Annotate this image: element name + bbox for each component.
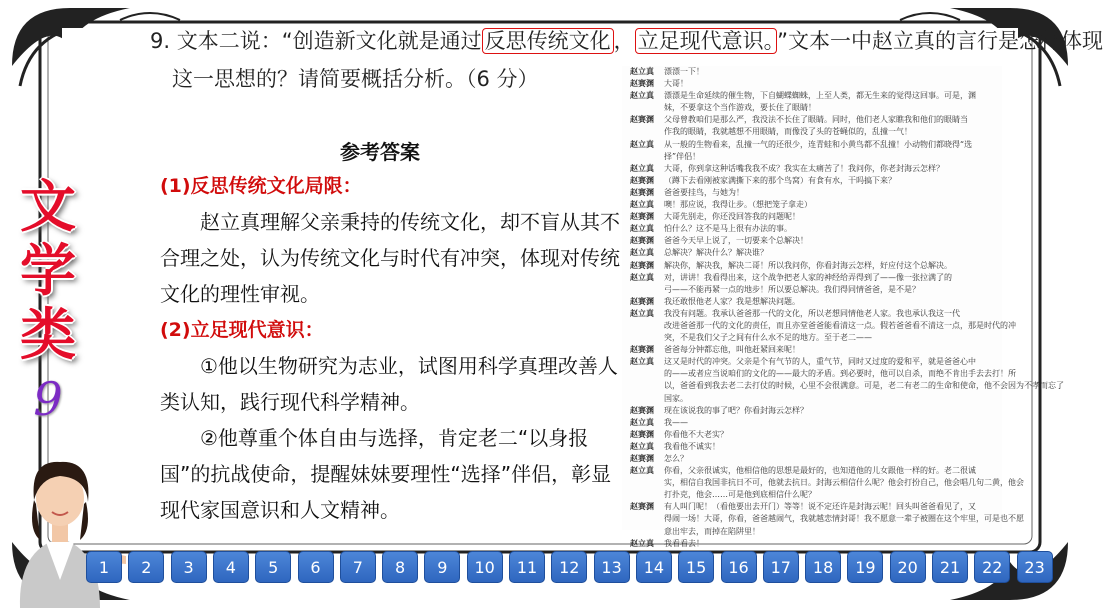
source-text-line xyxy=(622,66,1002,78)
source-text-line xyxy=(622,356,1002,368)
line-text: 大哥！ xyxy=(664,79,688,89)
speaker-name: 赵立真 xyxy=(630,441,654,451)
page-button-8[interactable]: 8 xyxy=(382,551,418,583)
line-text: （蹲下去看刚被家满撕下来的那个鸟窝）有食有水，干吗搞下来？ xyxy=(664,175,896,185)
source-text-line xyxy=(622,139,1002,151)
line-text: 你看，父亲很诚实，他相信他的思想是最好的，也知道他的儿女跟他一样的好。老二很诚 xyxy=(664,466,976,476)
page-button-7[interactable]: 7 xyxy=(340,551,376,583)
speaker-name: 赵赛渊 xyxy=(630,502,654,512)
speaker-name xyxy=(622,284,664,296)
page-button-14[interactable]: 14 xyxy=(636,551,672,583)
line-text: 爸爸今天早上说了，一切要来个总解决！ xyxy=(664,236,808,246)
source-text-line xyxy=(622,78,1002,90)
speaker-name: 赵赛渊 xyxy=(630,296,654,306)
line-text: 漂漂是生命延续的催生物，下自蝴蝶蜘蛛，上至人类，都无生来的觉得这回事。可是，渊 xyxy=(664,91,976,101)
page-button-16[interactable]: 16 xyxy=(721,551,757,583)
source-text-line xyxy=(622,90,1002,102)
line-text: 解决你，解决我，解决二哥！所以我问你，你看封海云怎样，好应付这个总解决。 xyxy=(664,260,952,270)
line-text: 现在该说我的事了吧？你看封海云怎样？ xyxy=(664,405,808,415)
page-button-20[interactable]: 20 xyxy=(890,551,926,583)
speaker-name: 赵赛渊 xyxy=(630,345,654,355)
side-title-number: 9 xyxy=(33,372,63,426)
answer-title: 参考答案 xyxy=(340,140,420,164)
page-button-11[interactable]: 11 xyxy=(509,551,545,583)
speaker-name xyxy=(622,368,664,380)
source-text-line xyxy=(622,320,1016,332)
side-title xyxy=(18,176,78,426)
page-button-9[interactable]: 9 xyxy=(424,551,460,583)
highlight-modern-awareness: 立足现代意识。 xyxy=(635,28,778,54)
speaker-name: 赵立真 xyxy=(630,466,654,476)
speaker-name: 赵赛渊 xyxy=(630,212,654,222)
line-text: 妹，不要拿这个当作游戏，要长住了眼睛！ xyxy=(664,103,816,113)
line-text: 实，相信自我国非抗日不可，他就去抗日。封海云相信什么呢？他会打扮自己，他会唱几句二黄，他会 xyxy=(664,478,1024,488)
line-text: 爸爸每分钟都忘他，叫他赶紧回来呢！ xyxy=(664,345,800,355)
page-button-15[interactable]: 15 xyxy=(678,551,714,583)
source-text-line xyxy=(622,405,1002,417)
speaker-name xyxy=(622,513,664,525)
speaker-name: 赵立真 xyxy=(630,272,654,282)
line-text: 这又是时代的冲突。父亲是个有气节的人，重气节，同时又过度的爱和平，就是爸爸心中 xyxy=(664,357,976,367)
line-text: 我看看去！ xyxy=(664,538,704,548)
source-text-line xyxy=(622,513,1024,525)
source-text-scan xyxy=(622,66,1064,548)
page-button-2[interactable]: 2 xyxy=(128,551,164,583)
speaker-name: 赵立真 xyxy=(630,200,654,210)
source-text-line xyxy=(622,235,1002,247)
line-text: 作我的眼睛，我就越想不用眼睛，而像没了头的苍蝇似的，乱撞一气！ xyxy=(664,127,912,137)
line-text: 我—— xyxy=(664,417,688,427)
source-text-line xyxy=(622,272,1002,284)
section2-heading: (2)立足现代意识： xyxy=(160,319,324,341)
page-button-6[interactable]: 6 xyxy=(298,551,334,583)
line-text: 漂漂一下！ xyxy=(664,67,704,76)
speaker-name: 赵立真 xyxy=(630,224,654,234)
section2-point2: ②他尊重个体自由与选择，肯定老二“以身报国”的抗战使命，提醒妹妹要理性“选择”伴侣，彰显现代家国意识和人文精神。 xyxy=(160,426,612,522)
speaker-name: 赵赛渊 xyxy=(630,187,654,197)
speaker-name xyxy=(622,393,664,405)
line-text: 噢！那应说，我得让步。（想把笼子拿走） xyxy=(664,200,812,210)
page-button-5[interactable]: 5 xyxy=(255,551,291,583)
line-text: 择”伴侣！ xyxy=(664,151,701,161)
page-button-22[interactable]: 22 xyxy=(974,551,1010,583)
source-text-line xyxy=(622,441,1002,453)
question-prefix: 9. 文本二说：“创造新文化就是通过 xyxy=(150,29,482,53)
line-text: 有人叫门呢！（看他要出去开门）等等！说不定还许是封海云呢！回头叫爸爸看见了，又 xyxy=(664,502,976,512)
source-text-line xyxy=(622,187,1002,199)
source-text-line xyxy=(622,489,1002,501)
line-text: 你看他不大老实？ xyxy=(664,429,728,439)
speaker-name: 赵立真 xyxy=(630,91,654,101)
question-line2: 这一思想的？请简要概括分析。（6 分） xyxy=(172,67,539,91)
page-button-4[interactable]: 4 xyxy=(213,551,249,583)
line-text: 得闹一场！大哥，你看，爸爸越闹气，我就越恋情封哥！我不愿意一辈子被圈在这个牢里，可是也不愿 xyxy=(664,514,1024,524)
side-title-char: 文 xyxy=(20,175,76,240)
speaker-name: 赵赛渊 xyxy=(630,454,654,463)
page-button-13[interactable]: 13 xyxy=(594,551,630,583)
question-suffix: ”文本一中赵立真的言行是怎样体现 xyxy=(777,29,1103,53)
speaker-name: 赵立真 xyxy=(630,357,654,367)
page-button-1[interactable]: 1 xyxy=(86,551,122,583)
speaker-name xyxy=(622,102,664,114)
source-text-line xyxy=(622,199,1002,211)
speaker-name xyxy=(622,380,664,392)
source-text-line xyxy=(622,393,1002,405)
speaker-name: 赵赛渊 xyxy=(630,429,654,439)
line-text: 对，讲讲！我看得出来，这个战争把老人家的神经给弄得到了——像一张拉满了的 xyxy=(664,272,952,282)
speaker-name: 赵赛渊 xyxy=(630,260,654,270)
source-text-line xyxy=(622,284,1002,296)
line-text: 大哥先别走，你还没回答我的问题呢！ xyxy=(664,212,800,222)
speaker-name: 赵立真 xyxy=(630,308,654,318)
source-text-line xyxy=(622,429,1002,441)
source-text-line xyxy=(622,102,1002,114)
speaker-name: 赵赛渊 xyxy=(630,405,654,415)
section1-heading: (1)反思传统文化局限： xyxy=(160,175,362,197)
section1-text: 赵立真理解父亲秉持的传统文化，却不盲从其不合理之处，认为传统文化与时代有冲突，体现对传统文化的理性审视。 xyxy=(160,210,620,306)
source-text-line xyxy=(622,465,1002,477)
source-text-line xyxy=(622,332,1002,344)
source-text-line xyxy=(622,247,1002,259)
line-text: 总解决？解决什么？解决谁？ xyxy=(664,248,768,258)
speaker-name: 赵立真 xyxy=(630,139,654,149)
source-text-line xyxy=(622,368,1016,380)
highlight-reflect-tradition: 反思传统文化 xyxy=(482,28,614,54)
speaker-name: 赵立真 xyxy=(630,67,654,76)
page-button-3[interactable]: 3 xyxy=(171,551,207,583)
speaker-name: 赵立真 xyxy=(630,248,654,258)
source-text-line xyxy=(622,501,1002,513)
source-text-line xyxy=(622,538,1002,550)
page-button-21[interactable]: 21 xyxy=(932,551,968,583)
source-text-line xyxy=(622,223,1002,235)
line-text: 弓——不能再紧一点的地步！所以要总解决。我们得同情爸爸，是不是？ xyxy=(664,284,920,294)
line-text: 父母曾教咱们是那么严，我没法不长住了眼睛。同时，他们老人家瞧我和他们的眼睛当 xyxy=(664,115,968,125)
line-text: 我看他不诚实！ xyxy=(664,441,720,451)
source-text-line xyxy=(622,453,1002,465)
line-text: 怎么？ xyxy=(664,454,688,463)
source-text-line xyxy=(622,296,1002,308)
source-text-line xyxy=(622,417,1002,429)
line-text: 怕什么？这不是马上很有办法的事。 xyxy=(664,224,792,234)
line-text: 打扑克，他会……可是他到底相信什么呢？ xyxy=(664,490,816,500)
line-text: 从一般的生物看来，乱撞一气的还很少，连青蛙和小黄鸟都不乱撞！小动物们都晓得“选 xyxy=(664,139,973,149)
speaker-name xyxy=(622,151,664,163)
source-text-line xyxy=(622,477,1024,489)
speaker-name xyxy=(622,320,664,332)
speaker-name: 赵赛渊 xyxy=(630,115,654,125)
speaker-name: 赵立真 xyxy=(630,538,654,548)
page-button-18[interactable]: 18 xyxy=(805,551,841,583)
speaker-name: 赵赛渊 xyxy=(630,175,654,185)
answer-body xyxy=(160,168,620,528)
speaker-name xyxy=(622,489,664,501)
speaker-name: 赵立真 xyxy=(630,417,654,427)
speaker-name: 赵赛渊 xyxy=(630,79,654,89)
line-text: 爸爸要挂鸟，与她为！ xyxy=(664,187,744,197)
page-button-12[interactable]: 12 xyxy=(551,551,587,583)
page-button-19[interactable]: 19 xyxy=(847,551,883,583)
speaker-name xyxy=(622,126,664,138)
line-text: 的——或者应当说咱们的文化的——最大的矛盾。到必要时，他可以自杀，而绝不肯出手去去打！所 xyxy=(664,369,1016,379)
speaker-name xyxy=(622,477,664,489)
line-text: 大哥，你到拿这种话嘴我我不成？我实在太痛苦了！我问你，你老封海云怎样？ xyxy=(664,163,944,173)
page-button-17[interactable]: 17 xyxy=(763,551,799,583)
line-text: 国家。 xyxy=(664,393,688,403)
side-title-char: 学 xyxy=(20,239,76,304)
line-text: 我还敢恨他老人家？我是想解决问题。 xyxy=(664,296,800,306)
side-title-char: 类 xyxy=(20,303,76,368)
question-separator: ， xyxy=(613,29,635,53)
source-text-line xyxy=(622,126,1002,138)
source-text-line xyxy=(622,151,1002,163)
source-text-line xyxy=(622,344,1002,356)
line-text: 意出牢去，而掉在陷阱里！ xyxy=(664,526,760,536)
source-text-line xyxy=(622,526,1002,538)
speaker-name xyxy=(622,526,664,538)
page-button-23[interactable]: 23 xyxy=(1017,551,1053,583)
source-text-line xyxy=(622,114,1002,126)
line-text: 我没有问题。我承认爸爸那一代的文化，所以老想同情他老人家。我也承认我这一代 xyxy=(664,308,960,318)
page-button-10[interactable]: 10 xyxy=(467,551,503,583)
source-text-line xyxy=(622,308,1002,320)
speaker-name: 赵立真 xyxy=(630,163,654,173)
line-text: 突，不是我们父子之间有什么水不足的地方。至于老二—— xyxy=(664,333,872,343)
source-text-line xyxy=(622,211,1002,223)
page-navigation xyxy=(86,551,1056,585)
source-text-line xyxy=(622,163,1002,175)
line-text: 改进爸爸那一代的文化的责任，而且亦堂爸爸能看清这一点。假若爸爸看不清这一点，那是时代的冲 xyxy=(664,320,1016,330)
line-text: 以，爸爸看到我去老二去打仗的时候，心里不会很满意。可是，老二有老二的生命和使命，他不会因为不孝而忘了 xyxy=(664,381,1064,391)
speaker-name: 赵赛渊 xyxy=(630,236,654,246)
source-text-line xyxy=(622,380,1064,392)
source-text-line xyxy=(622,175,1002,187)
speaker-name xyxy=(622,332,664,344)
source-text-line xyxy=(622,260,1002,272)
section2-point1: ①他以生物研究为志业，试图用科学真理改善人类认知，践行现代科学精神。 xyxy=(160,354,618,414)
